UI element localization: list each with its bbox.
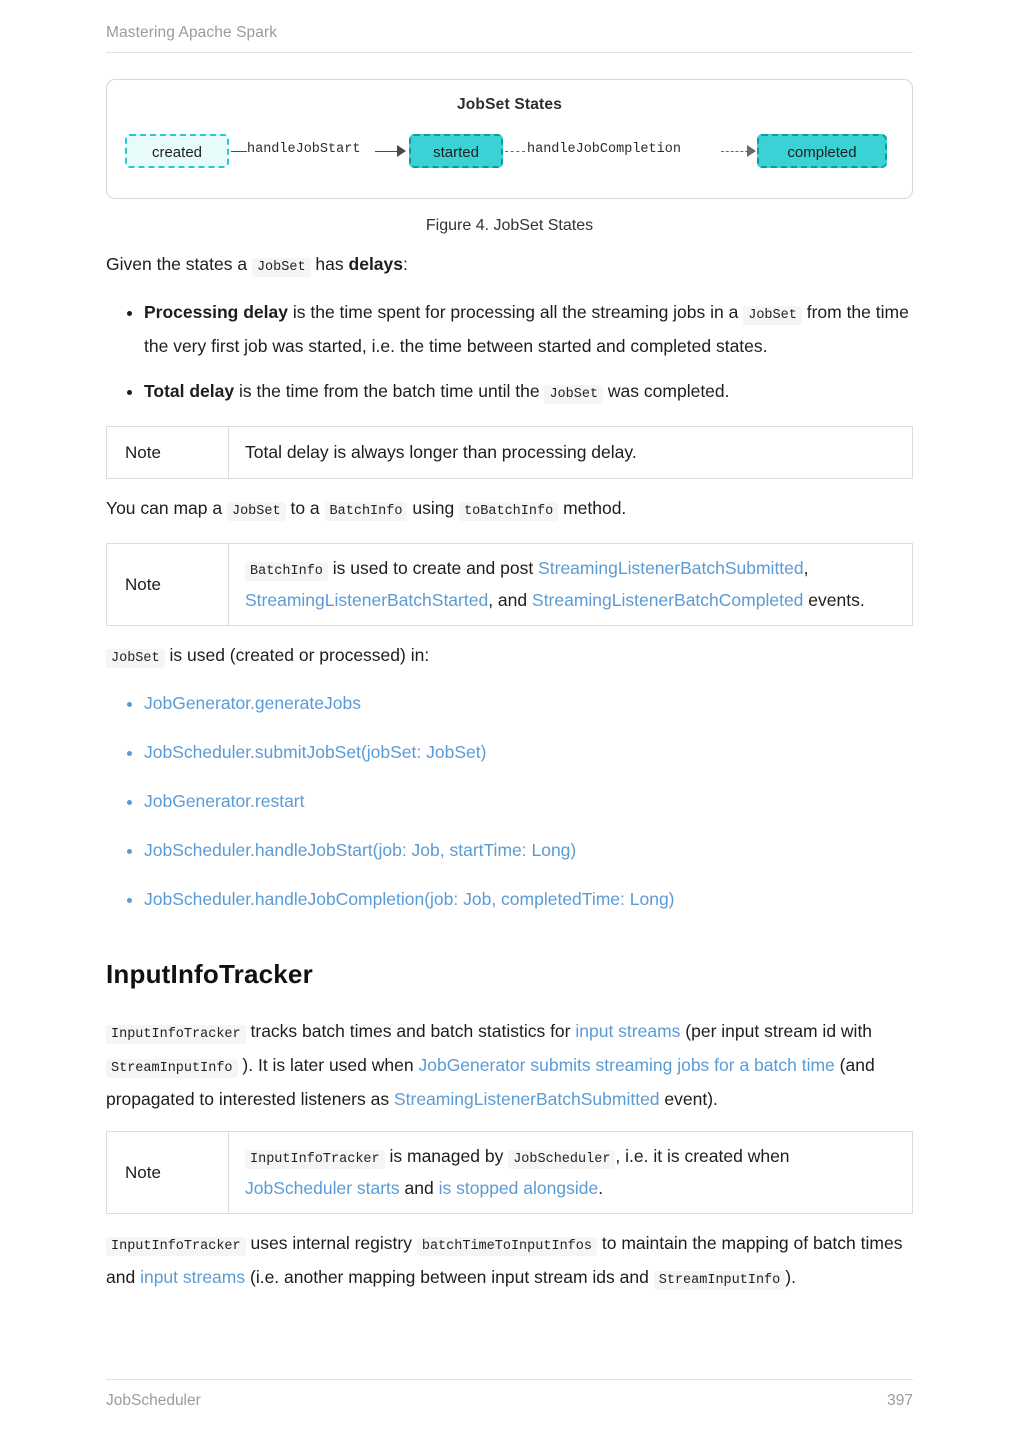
tracker-text-4: (and propagated to interested listeners as <box>106 1055 875 1109</box>
link-streaminglistenerbatchsubmitted[interactable]: StreamingListenerBatchSubmitted <box>538 558 804 578</box>
page-header: Mastering Apache Spark <box>106 0 913 53</box>
link-streaminglistenerbatchstarted[interactable]: StreamingListenerBatchStarted <box>245 590 489 610</box>
delay-text-1: is the time spent for processing all the streaming jobs in a <box>292 302 739 322</box>
list-item <box>144 297 913 362</box>
list-item <box>144 688 913 719</box>
tracker-paragraph <box>106 1016 913 1115</box>
note-box-total-delay <box>106 426 913 479</box>
delay-title: Total delay <box>144 381 235 401</box>
figure-jobset-states <box>106 79 913 199</box>
link-streaminglistenerbatchsubmitted[interactable]: StreamingListenerBatchSubmitted <box>393 1089 660 1109</box>
tracker-text-1: tracks batch times and batch statistics for <box>250 1021 571 1041</box>
intro-pre: Given the states a <box>106 254 248 274</box>
list-item <box>144 884 913 915</box>
link-streaminglistenerbatchcompleted[interactable]: StreamingListenerBatchCompleted <box>532 590 804 610</box>
map-text-2: to a <box>290 498 320 518</box>
tracker-text-2: (per input stream id with <box>685 1021 873 1041</box>
note-text-3: and <box>404 1178 434 1198</box>
note-label: Note <box>107 1132 229 1213</box>
edge-arrow-2 <box>747 145 756 157</box>
note-text-1: is used to create and post <box>332 558 534 578</box>
link-jobscheduler-submitjobset[interactable]: JobScheduler.submitJobSet(jobSet: JobSet) <box>144 742 487 762</box>
link-jobscheduler-handlejobstart[interactable]: JobScheduler.handleJobStart(job: Job, startTime: Long) <box>144 840 577 860</box>
state-node-created: created <box>125 134 229 168</box>
state-diagram <box>107 124 912 184</box>
registry-text-2: to maintain the mapping of batch times and <box>106 1233 903 1287</box>
code-inputinfotracker: InputInfoTracker <box>106 1237 246 1256</box>
tracker-text-3: ). It is later used when <box>242 1055 414 1075</box>
delay-text-2: was completed. <box>607 381 730 401</box>
code-jobset: JobSet <box>252 258 311 277</box>
registry-text-4: ). <box>785 1267 796 1287</box>
delay-title: Processing delay <box>144 302 288 322</box>
note-label: Note <box>107 427 229 478</box>
link-jobgenerator-restart[interactable]: JobGenerator.restart <box>144 791 305 811</box>
code-batchtimetoinputinfos: batchTimeToInputInfos <box>417 1237 597 1256</box>
code-jobset: JobSet <box>106 649 165 668</box>
usedin-links-list <box>106 688 913 915</box>
code-tobatchinfo: toBatchInfo <box>459 502 558 521</box>
note-content <box>229 1132 912 1213</box>
note-text-4: . <box>598 1178 604 1198</box>
edge-arrow-1 <box>397 145 406 157</box>
note-content <box>229 544 912 625</box>
code-jobset: JobSet <box>227 502 286 521</box>
note-comma-1: , <box>803 558 809 578</box>
registry-text-3: (i.e. another mapping between input stream ids and <box>250 1267 649 1287</box>
note-text-1: is managed by <box>389 1146 504 1166</box>
note-box-batchinfo <box>106 543 913 626</box>
note-text-2: , i.e. it is created when <box>615 1146 790 1166</box>
figure-title: JobSet States <box>456 96 563 113</box>
footer-page-number: 397 <box>887 1392 913 1409</box>
tracker-text-5: event). <box>664 1089 718 1109</box>
edge-label-handlejobstart: handleJobStart <box>247 142 361 157</box>
delay-text-2: from the time the very first job was started, i.e. the time between started and completed states. <box>144 302 909 356</box>
code-jobscheduler: JobScheduler <box>508 1150 615 1169</box>
intro-bold: delays <box>348 254 403 274</box>
code-inputinfotracker: InputInfoTracker <box>106 1025 246 1044</box>
section-heading-inputinfotracker: InputInfoTracker <box>106 959 313 989</box>
intro-paragraph <box>106 249 913 283</box>
link-jobgenerator-submits-jobs[interactable]: JobGenerator submits streaming jobs for a batch time <box>418 1055 835 1075</box>
usedin-paragraph <box>106 640 913 674</box>
state-node-completed: completed <box>757 134 887 168</box>
map-paragraph <box>106 493 913 527</box>
code-jobset: JobSet <box>743 306 802 325</box>
registry-text-1: uses internal registry <box>250 1233 412 1253</box>
map-text-3: using <box>412 498 455 518</box>
code-batchinfo: BatchInfo <box>245 562 328 581</box>
code-jobset: JobSet <box>544 385 603 404</box>
footer-chapter: JobScheduler <box>106 1392 201 1409</box>
intro-colon: : <box>403 254 408 274</box>
note-box-inputinfotracker <box>106 1131 913 1214</box>
code-inputinfotracker: InputInfoTracker <box>245 1150 385 1169</box>
map-text-4: method. <box>563 498 627 518</box>
state-node-started: started <box>409 134 503 168</box>
registry-paragraph <box>106 1228 913 1296</box>
link-input-streams[interactable]: input streams <box>140 1267 246 1287</box>
code-streaminputinfo: StreamInputInfo <box>654 1271 786 1290</box>
edge-label-handlejobcompletion: handleJobCompletion <box>527 142 681 157</box>
delays-list <box>106 297 913 410</box>
delay-text-1: is the time from the batch time until the <box>239 381 540 401</box>
map-text-1: You can map a <box>106 498 223 518</box>
link-jobscheduler-starts[interactable]: JobScheduler starts <box>245 1178 400 1198</box>
intro-post: has <box>315 254 344 274</box>
note-comma-2: , and <box>488 590 528 610</box>
edge-line-3 <box>505 151 525 152</box>
page-footer <box>106 1379 913 1410</box>
list-item <box>144 835 913 866</box>
note-content: Total delay is always longer than processing delay. <box>245 442 637 462</box>
link-is-stopped-alongside[interactable]: is stopped alongside <box>438 1178 599 1198</box>
link-jobscheduler-handlejobcompletion[interactable]: JobScheduler.handleJobCompletion(job: Job, completedTime: Long) <box>144 889 675 909</box>
link-jobgenerator-generatejobs[interactable]: JobGenerator.generateJobs <box>144 693 361 713</box>
link-input-streams[interactable]: input streams <box>575 1021 681 1041</box>
code-streaminputinfo: StreamInputInfo <box>106 1059 238 1078</box>
list-item <box>144 786 913 817</box>
note-text-2: events. <box>808 590 865 610</box>
edge-line-1 <box>231 151 247 152</box>
list-item <box>144 376 913 410</box>
usedin-text: is used (created or processed) in: <box>169 645 430 665</box>
figure-caption: Figure 4. JobSet States <box>425 217 594 234</box>
code-batchinfo: BatchInfo <box>325 502 408 521</box>
list-item <box>144 737 913 768</box>
note-label: Note <box>107 544 229 625</box>
